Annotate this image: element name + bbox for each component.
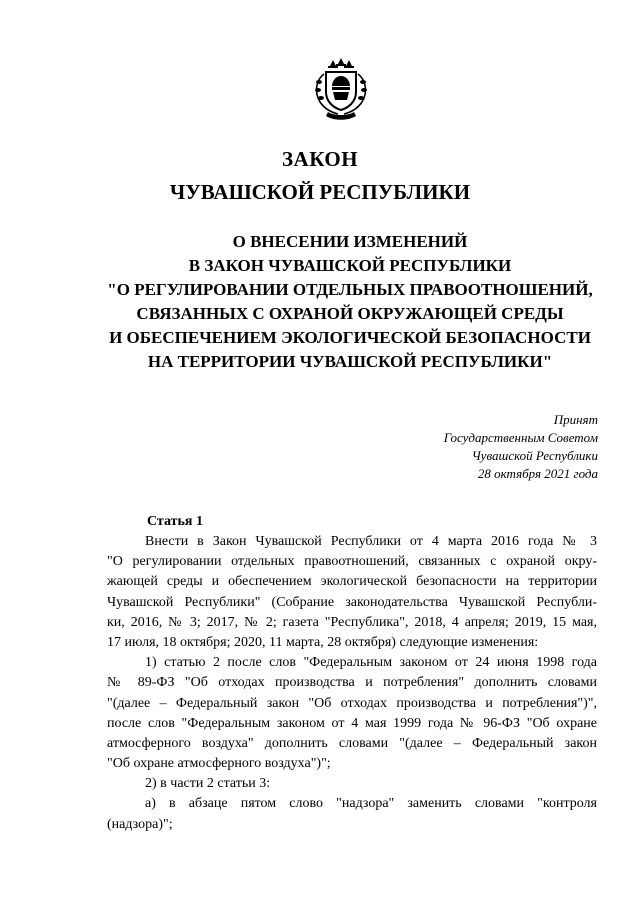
text-line: жающей среды и обеспечением экологической безопасности на территории — [107, 574, 597, 590]
republic-name: ЧУВАШСКОЙ РЕСПУБЛИКИ — [169, 180, 471, 204]
text-line: "(далее – Федеральный закон "Об отходах производства и потребления")", — [107, 695, 597, 711]
text-line: "Об охране атмосферного воздуха")"; — [107, 756, 331, 772]
adoption-line: Принят — [553, 412, 598, 427]
article-body — [107, 532, 597, 835]
subject-line: СВЯЗАННЫХ С ОХРАНОЙ ОКРУЖАЮЩЕЙ СРЕДЫ — [136, 304, 564, 323]
adoption-block — [444, 411, 598, 483]
text-line: после слов "Федеральным законом от 4 мая 1999 года № 96-ФЗ "Об охране — [107, 715, 597, 731]
text-line: "О регулировании отдельных правоотношений, связанных с охраной окру- — [107, 554, 597, 570]
text-line: а) в абзаце пятом слово "надзора" заменить словами "контроля — [145, 796, 597, 812]
subject-line: И ОБЕСПЕЧЕНИЕМ ЭКОЛОГИЧЕСКОЙ БЕЗОПАСНОСТИ — [109, 328, 591, 347]
adoption-date: 28 октября 2021 года — [477, 466, 598, 481]
text-line: 17 июля, 18 октября; 2020, 11 марта, 28 октября) следующие изменения: — [107, 634, 539, 650]
text-line: атмосферного воздуха" дополнить словами "(далее – Федеральный закон — [107, 735, 597, 751]
article-heading: Статья 1 — [147, 514, 203, 529]
subject-line: НА ТЕРРИТОРИИ ЧУВАШСКОЙ РЕСПУБЛИКИ" — [147, 352, 553, 371]
adoption-line: Чувашской Республики — [471, 448, 598, 463]
text-line: Внести в Закон Чувашской Республики от 4 марта 2016 года № 3 — [145, 534, 597, 549]
text-line: ки, 2016, № 3; 2017, № 2; газета "Республика", 2018, 4 апреля; 2019, 15 мая, — [107, 614, 597, 630]
adoption-line: Государственным Советом — [443, 430, 598, 445]
subject-line: О ВНЕСЕНИИ ИЗМЕНЕНИЙ — [232, 232, 468, 251]
text-line: 1) статью 2 после слов "Федеральным законом от 24 июня 1998 года — [145, 655, 597, 671]
text-line: № 89-ФЗ "Об отходах производства и потребления" дополнить словами — [107, 675, 597, 691]
law-label: ЗАКОН — [281, 147, 359, 171]
chuvashia-emblem-icon — [310, 56, 372, 122]
law-subject — [60, 230, 640, 374]
subject-line: В ЗАКОН ЧУВАШСКОЙ РЕСПУБЛИКИ — [188, 256, 512, 275]
text-line: Чувашской Республики" (Собрание законодательства Чувашской Республи- — [107, 594, 597, 610]
text-line: (надзора)"; — [107, 816, 173, 832]
subject-line: "О РЕГУЛИРОВАНИИ ОТДЕЛЬНЫХ ПРАВООТНОШЕНИЙ, — [107, 280, 593, 299]
text-line: 2) в части 2 статьи 3: — [145, 776, 271, 792]
